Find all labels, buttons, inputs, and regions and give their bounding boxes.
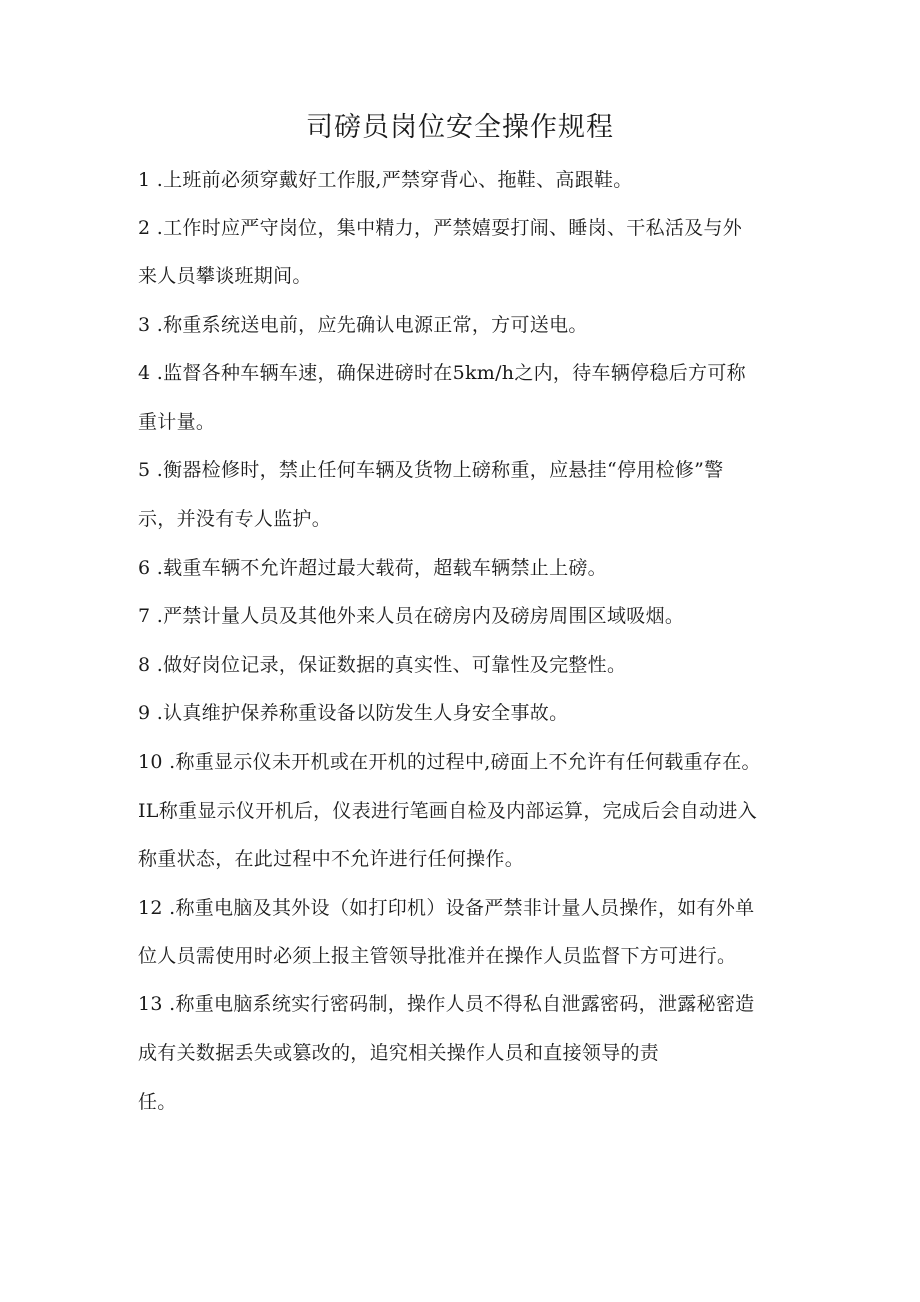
rule-line-9: 9 .认真维护保养称重设备以防发生人身安全事故。 xyxy=(138,702,569,724)
rule-line-4: 4 .监督各种车辆车速，确保进磅时在5km/h之内，待车辆停稳后方可称 xyxy=(138,362,746,384)
rule-line-3: 3 .称重系统送电前，应先确认电源正常，方可送电。 xyxy=(138,314,588,336)
rule-line-13-cont: 成有关数据丢失或篡改的，追究相关操作人员和直接领导的责 xyxy=(138,1042,660,1064)
rule-line-7: 7 .严禁计量人员及其他外来人员在磅房内及磅房周围区域吸烟。 xyxy=(138,605,685,627)
rule-line-2-cont: 来人员攀谈班期间。 xyxy=(138,265,312,287)
rule-line-8: 8 .做好岗位记录，保证数据的真实性、可靠性及完整性。 xyxy=(138,654,627,676)
rule-line-1: 1 .上班前必须穿戴好工作服,严禁穿背心、拖鞋、高跟鞋。 xyxy=(138,169,633,191)
rule-line-11: IL称重显示仪开机后，仪表进行笔画自检及内部运算，完成后会自动进入 xyxy=(138,800,758,822)
rule-line-12-cont: 位人员需使用时必须上报主管领导批准并在操作人员监督下方可进行。 xyxy=(138,945,737,967)
rule-line-2: 2 .工作时应严守岗位，集中精力，严禁嬉耍打闹、睡岗、干私活及与外 xyxy=(138,217,743,239)
rule-line-6: 6 .载重车辆不允许超过最大载荷，超载车辆禁止上磅。 xyxy=(138,557,607,579)
rule-line-10: 10 .称重显示仪未开机或在开机的过程中,磅面上不允许有任何载重存在。 xyxy=(138,751,761,773)
rule-line-12: 12 .称重电脑及其外设（如打印机）设备严禁非计量人员操作，如有外单 xyxy=(138,897,755,919)
rule-line-11-cont: 称重状态，在此过程中不允许进行任何操作。 xyxy=(138,848,525,870)
rule-line-13-end: 任。 xyxy=(138,1091,177,1113)
rule-line-4-cont: 重计量。 xyxy=(138,411,216,433)
page-title: 司磅员岗位安全操作规程 xyxy=(306,112,614,143)
rule-line-13: 13 .称重电脑系统实行密码制，操作人员不得私自泄露密码，泄露秘密造 xyxy=(138,993,755,1015)
rule-line-5: 5 .衡器检修时，禁止任何车辆及货物上磅称重，应悬挂“停用检修”警 xyxy=(138,459,724,481)
rule-line-5-cont: 示，并没有专人监护。 xyxy=(138,508,332,530)
